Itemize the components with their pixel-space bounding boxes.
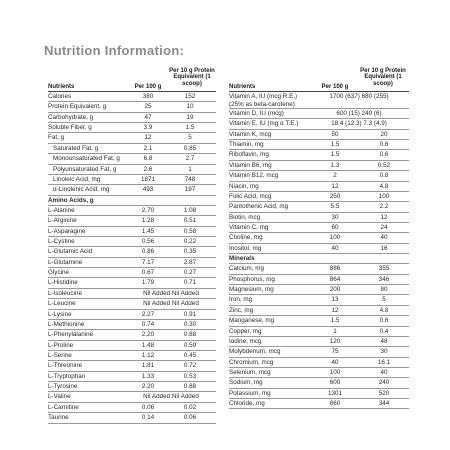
value-per-scoop: 0.91: [183, 310, 197, 318]
value-per-scoop: 5: [188, 134, 192, 142]
page-title: Nutrition Information:: [44, 43, 185, 58]
nutrient-name: Soluble Fiber, g: [48, 124, 92, 132]
value-per-100g: 2.70: [141, 206, 155, 214]
value-per-100g: 7.17: [141, 258, 155, 266]
nutrient-name: L-Glutamic Acid: [48, 248, 93, 256]
table-row: [48, 403, 216, 413]
table-row: [229, 389, 409, 399]
nutrient-name: L-Asparagine: [48, 227, 86, 235]
nutrient-name: Thiamin, mg: [229, 141, 264, 149]
value-per-100g: 2.20: [141, 383, 155, 391]
value-per-100g: 100: [329, 234, 341, 242]
left-nutrition-table: [48, 68, 216, 424]
nutrient-name: Vitamin A, IU (mcg R.E.) (25% as beta-carotene): [229, 93, 298, 108]
value-per-100g: 1.5: [330, 141, 340, 149]
value-per-100g: 2.1: [143, 144, 153, 152]
table-row: [48, 92, 216, 102]
table-row: [229, 119, 409, 129]
nutrient-name: Taurine: [48, 414, 69, 422]
value-per-scoop: 0.8: [379, 172, 389, 180]
left-table-header: [48, 68, 216, 92]
value-per-100g: 40: [331, 358, 339, 366]
value-per-100g: 40: [331, 244, 339, 252]
nutrient-name: L-Carnitine: [48, 403, 79, 411]
value-per-100g: 493: [142, 186, 154, 194]
value-per-100g: 1871: [140, 175, 155, 183]
value-per-scoop: 2.7: [185, 155, 195, 163]
table-row: [229, 244, 409, 254]
nutrient-name: Potassium, mg: [229, 389, 271, 397]
nutrient-name: Selenium, mcg: [229, 368, 271, 376]
table-row: [48, 413, 216, 423]
nutrient-values: Nil Added Nil Added: [143, 289, 199, 297]
value-per-100g: 1.5: [330, 151, 340, 159]
value-per-scoop: 0.06: [183, 414, 197, 422]
value-per-100g: 1.48: [141, 341, 155, 349]
value-per-scoop: 0.51: [183, 217, 197, 225]
nutrient-name: Calories: [48, 93, 72, 100]
value-per-scoop: 20: [380, 130, 388, 138]
value-per-scoop: 40: [380, 234, 388, 242]
value-per-scoop: 0.6: [379, 317, 389, 325]
nutrient-name: Pantothenic Acid, mg: [229, 203, 289, 211]
value-per-scoop: 0.85: [183, 144, 197, 152]
value-per-scoop: 4.8: [379, 306, 389, 314]
nutrient-name: α-Linolenic Acid, mg: [53, 186, 110, 194]
table-row: [229, 92, 409, 109]
header-nutrients: Nutrients: [229, 83, 256, 90]
value-per-100g: 1.28: [141, 217, 155, 225]
value-per-scoop: 16.1: [377, 358, 391, 366]
nutrient-name: L-Threonine: [48, 362, 82, 370]
table-row: [229, 254, 409, 264]
value-per-scoop: 0.30: [183, 320, 197, 328]
table-row: [229, 347, 409, 357]
nutrient-values: Nil Added Nil Added: [143, 393, 199, 401]
nutrient-name: Sodium, mg: [229, 379, 263, 387]
table-row: [229, 233, 409, 243]
table-row: [48, 247, 216, 257]
table-row: [229, 285, 409, 295]
value-per-100g: 0.06: [141, 403, 155, 411]
value-per-100g: 13: [331, 296, 339, 304]
nutrient-name: Saturated Fat, g: [53, 144, 99, 152]
value-per-100g: 2.20: [141, 331, 155, 339]
table-row: [48, 289, 216, 299]
value-per-scoop: 100: [378, 192, 390, 200]
nutrient-name: L-Glutamine: [48, 258, 83, 266]
table-row: [229, 337, 409, 347]
value-per-scoop: 5: [382, 296, 386, 304]
table-row: [48, 320, 216, 330]
value-per-100g: 0.14: [141, 414, 155, 422]
nutrient-name: L-Isoleucine: [48, 289, 82, 297]
value-per-100g: 0.67: [141, 269, 155, 277]
nutrient-name: Biotin, mcg: [229, 213, 261, 221]
value-per-scoop: 355: [378, 265, 390, 273]
header-per-scoop: Per 10 g Protein Equivalent (1 scoop): [360, 68, 406, 87]
table-row: [48, 165, 216, 175]
nutrient-name: L-Methionine: [48, 320, 85, 328]
table-row: [229, 202, 409, 212]
table-row: [229, 161, 409, 171]
nutrient-name: Zinc, mg: [229, 306, 254, 314]
value-per-100g: 100: [329, 368, 341, 376]
nutrient-name: Vitamin K, mcg: [229, 130, 272, 138]
nutrient-name: Vitamin B6, mg: [229, 161, 272, 169]
nutrient-name: Fat, g: [48, 134, 65, 142]
value-per-100g: 12: [331, 306, 339, 314]
nutrient-name: Polyunsaturated Fat, g: [53, 165, 117, 173]
table-row: [48, 154, 216, 164]
table-row: [229, 150, 409, 160]
table-row: [229, 275, 409, 285]
nutrient-name: L-Leucine: [48, 300, 76, 308]
table-row: [48, 216, 216, 226]
value-per-scoop: 0.72: [183, 362, 197, 370]
right-table-header: [229, 68, 409, 92]
table-row: [48, 310, 216, 320]
value-per-scoop: 40: [380, 368, 388, 376]
table-row: [48, 258, 216, 268]
value-per-scoop: 0.22: [183, 238, 197, 246]
value-per-scoop: 0.35: [183, 248, 197, 256]
value-per-scoop: 0.02: [183, 403, 197, 411]
nutrient-name: L-Tryptophan: [48, 372, 86, 380]
nutrient-name: Magnesium, mg: [229, 286, 274, 294]
value-per-100g: 380: [142, 93, 154, 100]
nutrient-name: Chloride, mg: [229, 400, 265, 408]
value-per-100g: 250: [329, 192, 341, 200]
value-per-scoop: 30: [380, 348, 388, 356]
value-per-scoop: 520: [378, 389, 390, 397]
table-row: [229, 109, 409, 119]
value-per-100g: 12: [144, 134, 152, 142]
value-per-scoop: 16: [380, 244, 388, 252]
value-per-100g: 60: [331, 223, 339, 231]
table-row: [229, 316, 409, 326]
nutrient-name: L-Lysine: [48, 310, 72, 318]
nutrient-values: 1700 (637) 680 (255): [329, 93, 389, 100]
value-per-scoop: 346: [378, 275, 390, 283]
value-per-scoop: 80: [380, 286, 388, 294]
value-per-100g: 0.86: [141, 248, 155, 256]
value-per-100g: 12: [331, 182, 339, 190]
value-per-100g: 1301: [327, 389, 342, 397]
value-per-100g: 2.27: [141, 310, 155, 318]
nutrient-name: Amino Acids, g: [48, 196, 94, 204]
value-per-100g: 50: [331, 130, 339, 138]
nutrient-name: Iron, mg: [229, 296, 253, 304]
value-per-scoop: 0.88: [183, 383, 197, 391]
value-per-100g: 30: [331, 213, 339, 221]
nutrient-name: Glycine: [48, 269, 69, 277]
header-per-100g: Per 100 g: [321, 83, 349, 90]
value-per-scoop: 10: [186, 103, 194, 111]
table-row: [48, 196, 216, 206]
value-per-scoop: 4.8: [379, 182, 389, 190]
table-row: [48, 206, 216, 216]
header-per-scoop: Per 10 g Protein Equivalent (1 scoop): [169, 68, 215, 87]
value-per-100g: 1.33: [141, 372, 155, 380]
value-per-100g: 200: [329, 286, 341, 294]
nutrient-name: L-Cystine: [48, 238, 75, 246]
value-per-100g: 1: [333, 327, 337, 335]
nutrient-name: Minerals: [229, 255, 255, 263]
value-per-scoop: 0.45: [183, 351, 197, 359]
value-per-100g: 1.3: [330, 161, 340, 169]
nutrient-name: Copper, mg: [229, 327, 262, 335]
table-row: [229, 130, 409, 140]
value-per-scoop: 0.88: [183, 331, 197, 339]
nutrient-name: L-Proline: [48, 341, 74, 349]
value-per-scoop: 0.52: [377, 161, 391, 169]
table-row: [48, 372, 216, 382]
nutrient-name: Monounsaturated Fat, g: [53, 155, 120, 163]
nutrient-values: 18.4 (12.3) 7.3 (4.9): [331, 120, 387, 128]
table-row: [48, 341, 216, 351]
value-per-scoop: 0.4: [379, 327, 389, 335]
value-per-scoop: 0.6: [379, 141, 389, 149]
value-per-scoop: 152: [184, 93, 196, 100]
value-per-scoop: 2.2: [379, 203, 389, 211]
value-per-scoop: 0.27: [183, 269, 197, 277]
value-per-scoop: 0.59: [183, 341, 197, 349]
nutrient-name: Molybdenum, mcg: [229, 348, 281, 356]
nutrient-name: Choline, mg: [229, 234, 263, 242]
table-row: [229, 327, 409, 337]
value-per-scoop: 197: [184, 186, 196, 194]
value-per-scoop: 0.6: [379, 151, 389, 159]
value-per-100g: 47: [144, 113, 152, 121]
table-row: [48, 268, 216, 278]
nutrient-name: L-Serine: [48, 351, 72, 359]
table-row: [229, 368, 409, 378]
table-row: [48, 144, 216, 154]
value-per-100g: 600: [329, 379, 341, 387]
table-row: [48, 330, 216, 340]
value-per-100g: 6.8: [143, 155, 153, 163]
table-row: [229, 223, 409, 233]
table-row: [48, 382, 216, 392]
value-per-100g: 3.9: [143, 124, 153, 132]
nutrient-name: L-Histidine: [48, 279, 78, 287]
nutrient-name: Manganese, mg: [229, 317, 275, 325]
value-per-scoop: 240: [378, 379, 390, 387]
nutrient-name: Iodine, mcg: [229, 337, 262, 345]
value-per-100g: 2.6: [143, 165, 153, 173]
value-per-scoop: 24: [380, 223, 388, 231]
value-per-scoop: 0.53: [183, 372, 197, 380]
value-per-100g: 1.79: [141, 279, 155, 287]
table-row: [48, 227, 216, 237]
value-per-scoop: 12: [380, 213, 388, 221]
value-per-100g: 1.81: [141, 362, 155, 370]
table-row: [48, 175, 216, 185]
table-row: [229, 182, 409, 192]
value-per-scoop: 48: [380, 337, 388, 345]
value-per-100g: 0.56: [141, 238, 155, 246]
right-nutrition-table: [229, 68, 409, 409]
nutrient-name: Vitamin E, IU (mg α T.E.): [229, 120, 299, 128]
nutrient-values: 600 (15) 240 (6): [336, 110, 382, 117]
left-table-body: [48, 92, 216, 424]
nutrient-name: Linoleic Acid, mg: [53, 175, 101, 183]
table-row: [48, 133, 216, 143]
table-row: [48, 361, 216, 371]
table-row: [48, 237, 216, 247]
table-row: [229, 264, 409, 274]
value-per-scoop: 1: [188, 165, 192, 173]
nutrient-name: Carbohydrate, g: [48, 113, 94, 121]
table-row: [48, 351, 216, 361]
value-per-scoop: 748: [184, 175, 196, 183]
nutrient-name: Inositol, mg: [229, 244, 262, 252]
value-per-100g: 25: [144, 103, 152, 111]
value-per-100g: 75: [331, 348, 339, 356]
value-per-100g: 1.45: [141, 227, 155, 235]
table-row: [229, 140, 409, 150]
table-row: [229, 378, 409, 388]
value-per-100g: 860: [329, 400, 341, 408]
value-per-scoop: 0.71: [183, 279, 197, 287]
value-per-scoop: 2.87: [183, 258, 197, 266]
nutrient-name: Folic Acid, mcg: [229, 192, 272, 200]
nutrient-name: L-Arginine: [48, 217, 77, 225]
value-per-100g: 0.74: [141, 320, 155, 328]
value-per-100g: 886: [329, 265, 341, 273]
table-row: [48, 278, 216, 288]
value-per-100g: 2: [333, 172, 337, 180]
table-row: [229, 213, 409, 223]
value-per-scoop: 0.58: [183, 227, 197, 235]
nutrient-name: L-Valine: [48, 393, 71, 401]
table-row: [48, 392, 216, 402]
nutrient-name: Phosphorus, mg: [229, 275, 275, 283]
nutrient-name: Vitamin C, mg: [229, 223, 269, 231]
value-per-scoop: 1.5: [185, 124, 195, 132]
table-row: [229, 358, 409, 368]
value-per-100g: 864: [329, 275, 341, 283]
table-row: [48, 123, 216, 133]
nutrient-name: Vitamin B12, mcg: [229, 172, 279, 180]
header-per-100g: Per 100 g: [134, 83, 162, 90]
nutrient-name: Riboflavin, mg: [229, 151, 269, 159]
nutrient-values: Nil Added Nil Added: [143, 300, 199, 308]
nutrient-name: Chromium, mcg: [229, 358, 274, 366]
table-row: [229, 306, 409, 316]
table-row: [229, 171, 409, 181]
value-per-100g: 1.5: [330, 317, 340, 325]
header-nutrients: Nutrients: [48, 83, 75, 90]
value-per-scoop: 19: [186, 113, 194, 121]
table-row: [48, 113, 216, 123]
nutrient-name: Vitamin D, IU (mcg): [229, 110, 284, 117]
table-row: [229, 295, 409, 305]
table-row: [229, 192, 409, 202]
table-row: [48, 102, 216, 112]
value-per-100g: 1.12: [141, 351, 155, 359]
value-per-scoop: 344: [378, 400, 390, 408]
nutrient-name: L-Alanine: [48, 206, 75, 214]
value-per-100g: 120: [329, 337, 341, 345]
table-row: [48, 299, 216, 309]
nutrient-name: Niacin, mg: [229, 182, 259, 190]
table-row: [48, 185, 216, 195]
nutrient-name: Calcium, mg: [229, 265, 264, 273]
right-table-body: [229, 92, 409, 409]
value-per-100g: 5.5: [330, 203, 340, 211]
table-row: [229, 399, 409, 409]
value-per-scoop: 1.08: [183, 206, 197, 214]
nutrient-name: Protein Equivalent, g: [48, 103, 107, 111]
nutrient-name: L-Tyrosine: [48, 383, 78, 391]
nutrient-name: L-Phenylalanine: [48, 331, 94, 339]
